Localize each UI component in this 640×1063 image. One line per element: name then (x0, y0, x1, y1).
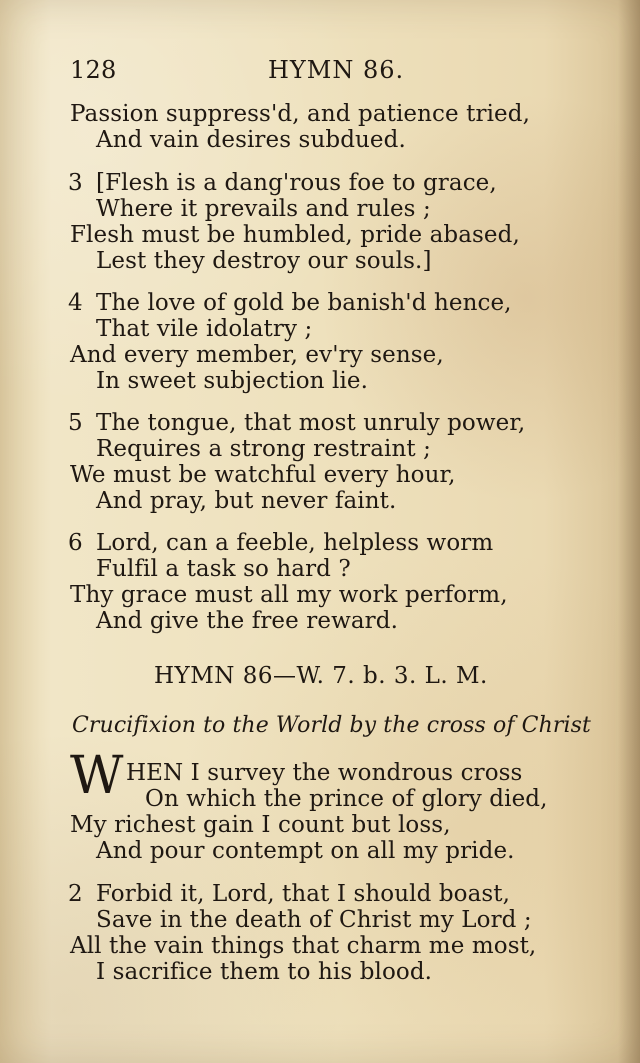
verse-number: 3 (68, 170, 83, 196)
verse-number: 6 (68, 530, 83, 556)
hymn-subtitle: Crucifixion to the World by the cross of Christ (72, 713, 591, 738)
verse-line: [Flesh is a dang'rous foe to grace, (96, 170, 497, 196)
verse-line: I sacrifice them to his blood. (96, 959, 433, 985)
verse-line: That vile idolatry ; (96, 316, 313, 342)
verse-line: Flesh must be humbled, pride abased, (70, 222, 520, 248)
verse-line: And pray, but never faint. (96, 488, 397, 514)
verse-line: Lest they destroy our souls.] (96, 248, 432, 274)
verse-line: The love of gold be banish'd hence, (96, 290, 512, 316)
verse-line: Lord, can a feeble, helpless worm (96, 530, 494, 556)
verse-number: 5 (68, 410, 83, 436)
running-head: HYMN 86. (268, 56, 405, 84)
verse-line: Forbid it, Lord, that I should boast, (96, 881, 511, 907)
verse-line: The tongue, that most unruly power, (96, 410, 526, 436)
verse-line: Requires a strong restraint ; (96, 436, 432, 462)
hymn-heading: HYMN 86—W. 7. b. 3. L. M. (154, 663, 488, 689)
verse-line: Where it prevails and rules ; (96, 196, 431, 222)
verse-line: And every member, ev'ry sense, (70, 342, 444, 368)
verse-line: HEN I survey the wondrous cross (126, 760, 523, 786)
verse-line: Fulfil a task so hard ? (96, 556, 351, 582)
verse-line: And give the free reward. (96, 608, 399, 634)
verse-line: And pour contempt on all my pride. (96, 838, 515, 864)
verse-line: We must be watchful every hour, (70, 462, 456, 488)
verse-line: In sweet subjection lie. (96, 368, 369, 394)
verse-line: And vain desires subdued. (96, 127, 406, 153)
verse-line: All the vain things that charm me most, (70, 933, 537, 959)
verse-line: Save in the death of Christ my Lord ; (96, 907, 532, 933)
verse-number: 2 (68, 881, 83, 907)
verse-line: Thy grace must all my work perform, (70, 582, 508, 608)
page-number: 128 (70, 56, 117, 84)
verse-line: Passion suppress'd, and patience tried, (70, 101, 530, 127)
verse-number: 4 (68, 290, 83, 316)
verse-line: On which the prince of glory died, (145, 786, 548, 812)
verse-line: My richest gain I count but loss, (70, 812, 451, 838)
dropcap-letter: W (70, 746, 123, 806)
